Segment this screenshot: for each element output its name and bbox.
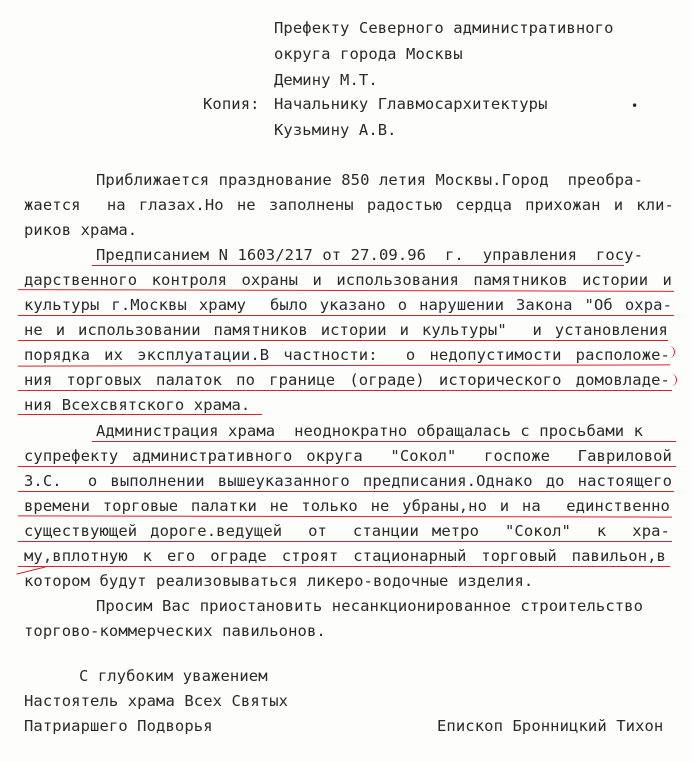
paragraph-3-line-3: З.С. о выполнении вышеуказанного предписания.Однако до настоящего bbox=[24, 472, 672, 490]
paragraph-2-line-1: Предписанием N 1603/217 от 27.09.96 г. управления госу- bbox=[96, 246, 644, 264]
closing-line: С глубоким уважением bbox=[79, 667, 268, 685]
signer-rank-line-1: Настоятель храма Всех Святых bbox=[24, 692, 289, 710]
red-underline-p2-6 bbox=[18, 390, 672, 391]
red-margin-tick-2 bbox=[670, 374, 677, 386]
red-underline-p3-2 bbox=[18, 466, 676, 467]
copy-label: Копия: bbox=[203, 95, 260, 113]
red-underline-p3-1 bbox=[92, 441, 676, 442]
red-underline-p3-5 bbox=[18, 541, 672, 542]
paragraph-1-line-3: риков храма. bbox=[24, 221, 138, 239]
signer-name: Епископ Бронницкий Тихон bbox=[437, 717, 664, 735]
red-underline-p2-4 bbox=[18, 340, 668, 341]
paragraph-3-line-7: котором будут реализовываться ликеро-водочные изделия. bbox=[24, 572, 534, 590]
copy-recipient-line-1: Начальнику Главмосархитектуры bbox=[274, 95, 548, 113]
paragraph-2-line-3: культуры г.Москвы храму было указано о нарушении Закона "Об охра- bbox=[24, 296, 672, 314]
red-underline-p3-6 bbox=[18, 566, 670, 567]
paragraph-2-line-6: ния торговых палаток по границе (ограде) исторического домовладе- bbox=[24, 371, 670, 389]
addressee-line-3: Демину М.Т. bbox=[274, 71, 378, 89]
paragraph-2-line-2: дарственного контроля охраны и использования памятников истории и bbox=[24, 271, 672, 289]
copy-recipient-line-2: Кузьмину А.В. bbox=[274, 121, 397, 139]
addressee-line-2: округа города Москвы bbox=[274, 45, 463, 63]
paragraph-3-line-5: существующей дороге.ведущей от станции метро "Сокол" к хра- bbox=[24, 522, 670, 540]
red-underline-p3-3 bbox=[18, 491, 674, 492]
stray-mark: • bbox=[631, 99, 639, 113]
paragraph-4-line-1: Просим Вас приостановить несанкционированное строительство bbox=[96, 597, 644, 615]
red-margin-tick-1 bbox=[668, 346, 675, 358]
red-underline-p2-7 bbox=[18, 414, 262, 415]
paragraph-1-line-1: Приближается празднование 850 летия Москвы.Город преобра- bbox=[96, 171, 644, 189]
paragraph-3-line-4: времени торговые палатки не только не убраны,но и на единственно bbox=[24, 497, 670, 515]
red-underline-p2-3 bbox=[18, 315, 674, 316]
paragraph-2-line-4: не и использовании памятников истории и культуры" и установления bbox=[24, 321, 668, 339]
red-underline-p3-4 bbox=[18, 515, 672, 517]
paragraph-1-line-2: жается на глазах.Но не заполнены радостью сердца прихожан и кли- bbox=[24, 196, 674, 214]
signer-rank-line-2: Патриаршего Подворья bbox=[24, 717, 213, 735]
addressee-line-1: Префекту Северного административного bbox=[274, 19, 614, 37]
paragraph-2-line-5: порядка их эксплуатации.В частности: о недопустимости расположе- bbox=[24, 346, 670, 364]
paragraph-3-line-1: Администрация храма неоднократно обращалась с просьбами к bbox=[96, 422, 644, 440]
paragraph-4-line-2: торгово-коммерческих павильонов. bbox=[24, 622, 326, 640]
paragraph-3-line-2: супрефекту административного округа "Сокол" госпоже Гавриловой bbox=[24, 447, 672, 465]
red-underline-p2-5 bbox=[18, 364, 670, 366]
paragraph-3-line-6: му,вплотную к его ограде строят стационарный торговый павильон,в bbox=[24, 547, 666, 565]
red-underline-p2-1 bbox=[92, 265, 624, 266]
paragraph-2-line-7: ния Всехсвятского храма. bbox=[24, 396, 251, 414]
